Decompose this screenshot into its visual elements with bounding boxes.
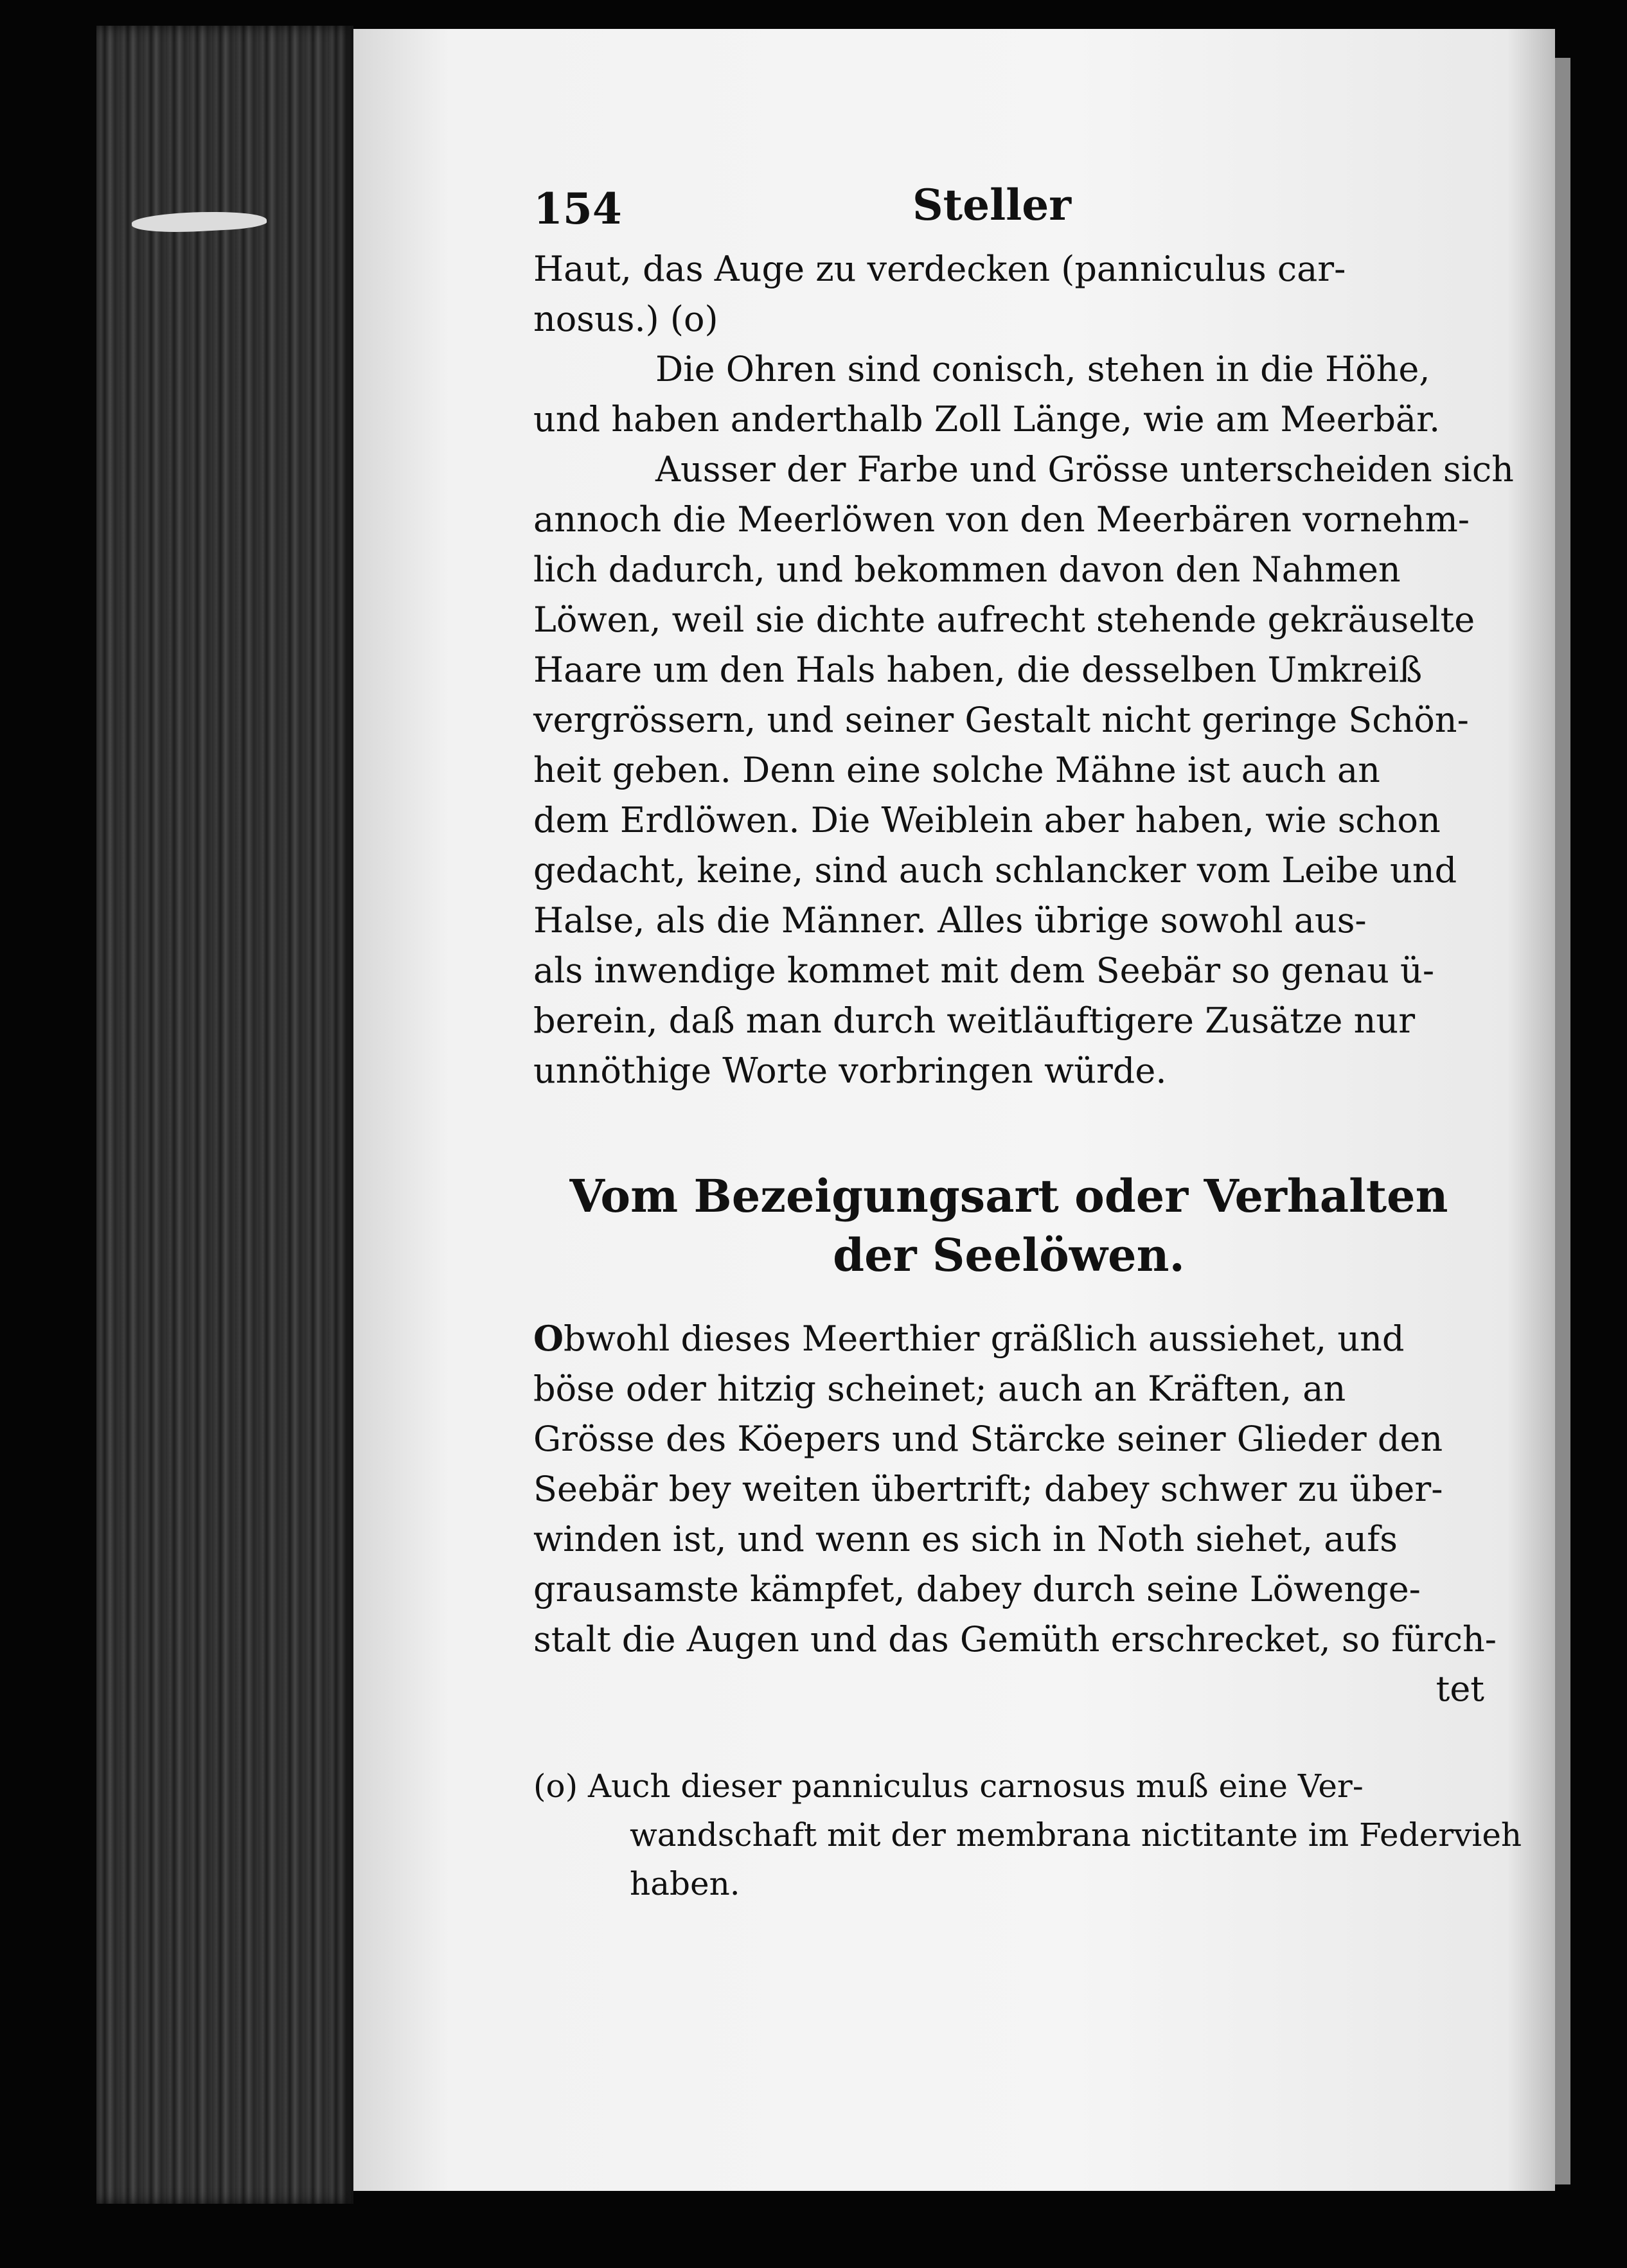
page-edge-shadow bbox=[1555, 58, 1570, 2184]
body-line: Löwen, weil sie dichte aufrecht stehende gekräuselte bbox=[533, 599, 1475, 640]
section-line-text: böse oder hitzig scheinet; auch an Kräften, an bbox=[533, 1369, 1346, 1409]
body-line: Die Ohren sind conisch, stehen in die Höhe, bbox=[655, 349, 1430, 389]
section-heading bbox=[533, 1167, 1484, 1285]
section-line bbox=[533, 1413, 1484, 1464]
body-line: nosus.) (o) bbox=[533, 299, 718, 339]
body-line: Halse, als die Männer. Alles übrige sowohl aus- bbox=[533, 900, 1367, 941]
section-line-text: Seebär bey weiten übertrift; dabey schwer zu über- bbox=[533, 1469, 1443, 1509]
body-line: und haben anderthalb Zoll Länge, wie am Meerbär. bbox=[533, 399, 1441, 439]
body-line: Haut, das Auge zu verdecken (panniculus car- bbox=[533, 249, 1346, 289]
body-line: lich dadurch, und bekommen davon den Nahmen bbox=[533, 549, 1401, 590]
footnote-line: (o) Auch dieser panniculus carnosus muß eine Ver- bbox=[533, 1767, 1364, 1805]
section-line bbox=[533, 1464, 1484, 1514]
body-line: annoch die Meerlöwen von den Meerbären vornehm- bbox=[533, 499, 1470, 540]
body-line: dem Erdlöwen. Die Weiblein aber haben, wie schon bbox=[533, 800, 1441, 840]
section-line bbox=[533, 1363, 1484, 1413]
body-line: unnöthige Worte vorbringen würde. bbox=[533, 1050, 1167, 1091]
section-line-text: winden ist, und wenn es sich in Noth siehet, aufs bbox=[533, 1519, 1398, 1559]
section-heading-line: Vom Bezeigungsart oder Verhalten bbox=[569, 1169, 1448, 1223]
section-line-text: stalt die Augen und das Gemüth erschrecket, so fürch- bbox=[533, 1619, 1497, 1660]
section-line-text: Grösse des Köepers und Stärcke seiner Glieder den bbox=[533, 1419, 1443, 1459]
body-line: berein, daß man durch weitläuftigere Zusätze nur bbox=[533, 1000, 1416, 1041]
footnote bbox=[533, 1762, 1522, 1908]
running-title: Steller bbox=[912, 180, 1072, 230]
page-header bbox=[533, 180, 1484, 244]
initial-letter: O bbox=[533, 1318, 564, 1359]
section-line-text: bwohl dieses Meerthier gräßlich aussiehet, und bbox=[564, 1318, 1405, 1359]
body-line: Haare um den Hals haben, die desselben Umkreiß bbox=[533, 650, 1423, 690]
section-heading-line: der Seelöwen. bbox=[833, 1228, 1185, 1282]
section-line-text: grausamste kämpfet, dabey durch seine Löwenge- bbox=[533, 1569, 1421, 1609]
page-text bbox=[533, 180, 1522, 1908]
body-line: gedacht, keine, sind auch schlancker vom Leibe und bbox=[533, 850, 1457, 890]
footnote-line: haben. bbox=[630, 1865, 740, 1902]
footnote-line: wandschaft mit der membrana nictitante im Federvieh bbox=[630, 1816, 1522, 1854]
body-line: Ausser der Farbe und Grösse unterscheiden sich bbox=[655, 449, 1514, 490]
section-line bbox=[533, 1514, 1484, 1564]
body-line: als inwendige kommet mit dem Seebär so genau ü- bbox=[533, 950, 1435, 991]
body-line: heit geben. Denn eine solche Mähne ist auch an bbox=[533, 750, 1380, 790]
section-line bbox=[533, 1313, 1484, 1363]
section-line bbox=[533, 1564, 1484, 1614]
body-line: vergrössern, und seiner Gestalt nicht geringe Schön- bbox=[533, 700, 1469, 740]
book-edge bbox=[96, 26, 353, 2204]
section-line bbox=[533, 1614, 1497, 1664]
catchword: tet bbox=[1436, 1669, 1484, 1709]
page-number: 154 bbox=[533, 184, 622, 234]
spacer bbox=[533, 1285, 1484, 1313]
